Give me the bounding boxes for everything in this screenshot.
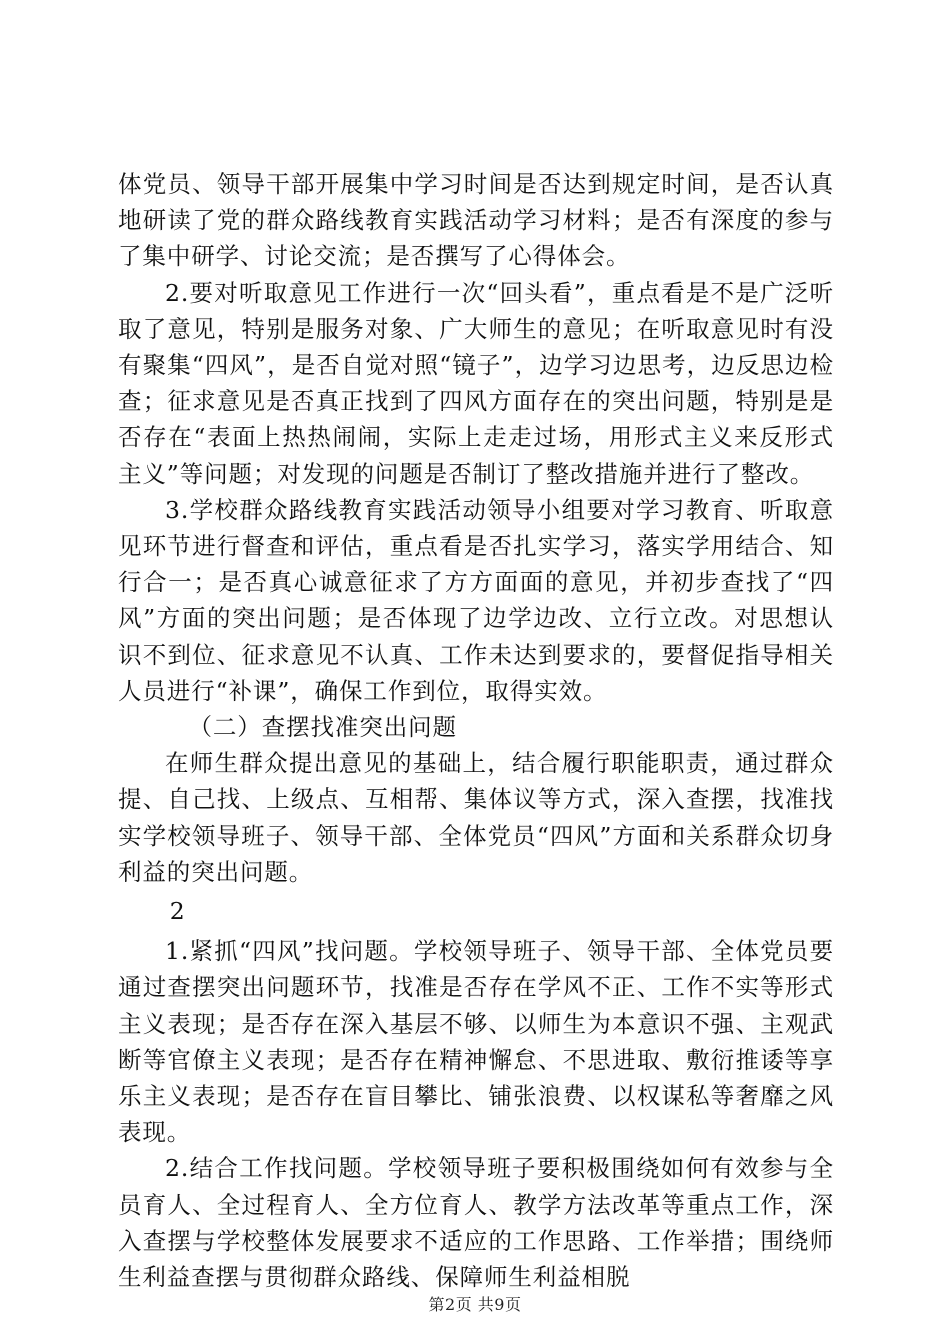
page-footer: 第2页 共9页 [428,1295,522,1314]
paragraph-intro: 在师生群众提出意见的基础上，结合履行职能职责，通过群众提、自己找、上级点、互相帮、集体议等方式，深入查摆，找准找实学校领导班子、领导干部、全体党员“四风”方面和关系群众切身利益的突出问题。 [118,749,834,886]
inline-page-number: 2 [169,897,186,926]
paragraph-item-2: 2.要对听取意见工作进行一次“回头看”，重点看是不是广泛听取了意见，特别是服务对象、广大师生的意见；在听取意见时有没有聚集“四风”，是否自觉对照“镜子”，边学习边思考，边反思边检查；征求意见是否真正找到了四风方面存在的突出问题，特别是是否存在“表面上热热闹闹，实际上走走过场，用形式主义来反形式主义”等问题；对发现的问题是否制订了整改措施并进行了整改。 [118,278,834,488]
paragraph-continued: 体党员、领导干部开展集中学习时间是否达到规定时间，是否认真地研读了党的群众路线教育实践活动学习材料；是否有深度的参与了集中研学、讨论交流；是否撰写了心得体会。 [118,170,834,271]
section-heading: （二）查摆找准突出问题 [188,713,457,742]
paragraph-item-1-four-winds: 1.紧抓“四风”找问题。学校领导班子、领导干部、全体党员要通过查摆突出问题环节，找准是否存在学风不正、工作不实等形式主义表现；是否存在深入基层不够、以师生为本意识不强、主观武断等官僚主义表现；是否存在精神懈怠、不思进取、敷衍推诿等享乐主义表现；是否存在盲目攀比、铺张浪费、以权谋私等奢靡之风表现。 [118,937,834,1147]
document-body [118,166,834,1295]
paragraph-item-3: 3.学校群众路线教育实践活动领导小组要对学习教育、听取意见环节进行督查和评估，重点看是否扎实学习，落实学用结合、知行合一；是否真心诚意征求了方方面面的意见，并初步查找了“四风”方面的突出问题；是否体现了边学边改、立行立改。对思想认识不到位、征求意见不认真、工作未达到要求的，要督促指导相关人员进行“补课”，确保工作到位，取得实效。 [118,495,834,705]
paragraph-item-2-work: 2.结合工作找问题。学校领导班子要积极围绕如何有效参与全员育人、全过程育人、全方位育人、教学方法改革等重点工作，深入查摆与学校整体发展要求不适应的工作思路、工作举措；围绕师生利益查摆与贯彻群众路线、保障师生利益相脱 [118,1154,834,1292]
